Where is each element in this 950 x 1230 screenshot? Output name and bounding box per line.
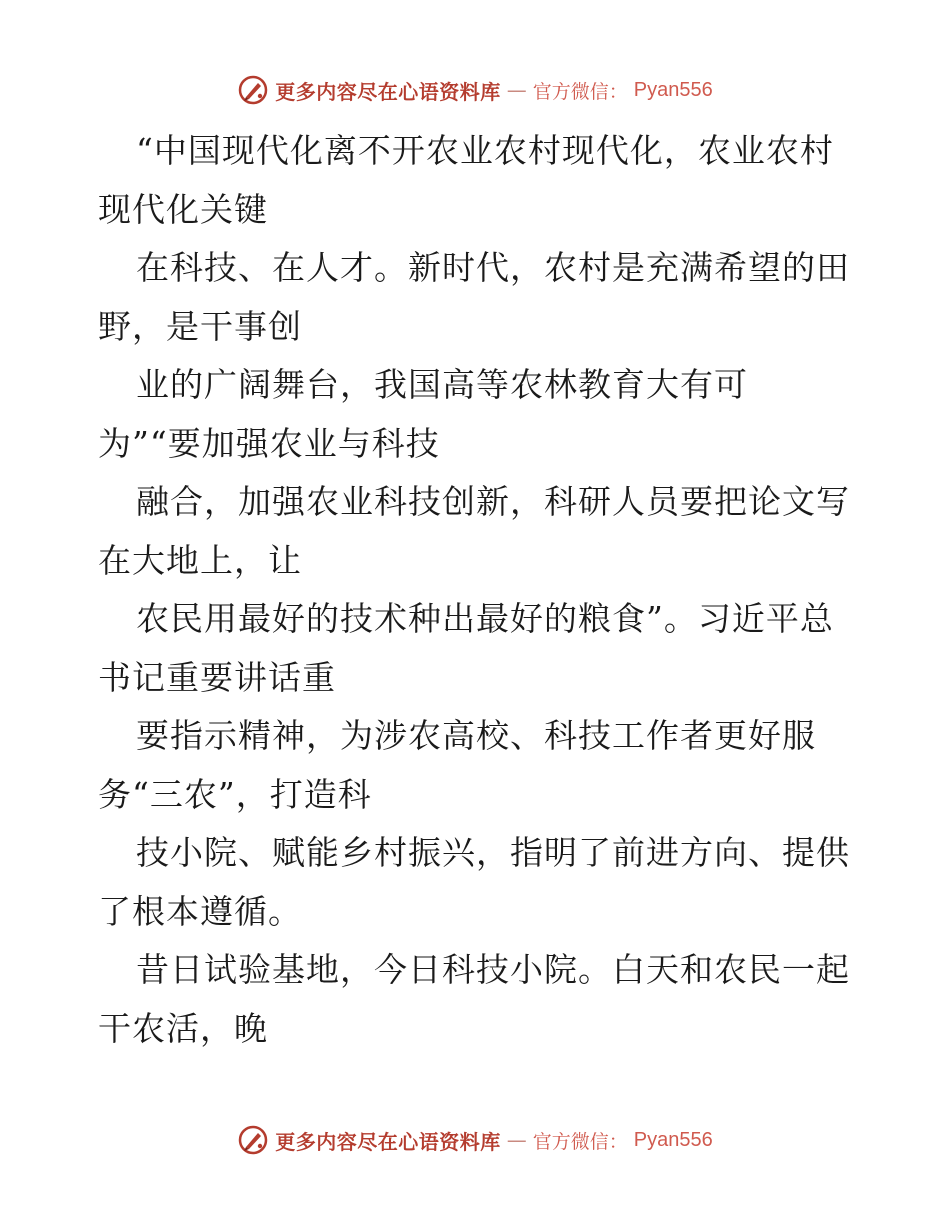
body-line: 为”“要加强农业与科技 [98,423,440,463]
body-line: 业的广阔舞台，我国高等农林教育大有可 [136,365,748,404]
footer-banner [0,1120,950,1160]
pen-logo-icon [237,74,269,106]
body-line: 现代化关键 [98,189,268,229]
pen-logo-icon [237,1124,269,1156]
banner-wechat-id: Pyan556 [633,1128,713,1151]
body-line: “中国现代化离不开农业农村现代化，农业农村 [136,131,834,170]
banner-wechat-id: Pyan556 [633,78,713,101]
banner-dash: — [506,78,527,102]
banner-dash: — [506,1128,527,1152]
body-line: 干农活，晚 [98,1008,268,1048]
body-line: 要指示精神，为涉农高校、科技工作者更好服 [136,716,816,755]
banner-main-text: 更多内容尽在心语资料库 [275,1129,501,1154]
body-line: 融合，加强农业科技创新，科研人员要把论文写 [136,482,850,521]
document-body [98,122,858,1058]
banner-main-text: 更多内容尽在心语资料库 [275,79,501,104]
banner-wechat-label: 官方微信： [532,80,628,103]
body-line: 技小院、赋能乡村振兴，指明了前进方向、提供 [136,833,850,872]
body-line: 书记重要讲话重 [98,657,336,697]
body-line: 在大地上，让 [98,540,302,580]
banner-wechat-label: 官方微信： [532,1130,628,1153]
body-line: 务“三农”，打造科 [98,774,372,814]
header-banner [0,70,950,110]
body-line: 昔日试验基地，今日科技小院。白天和农民一起 [136,950,850,989]
body-line: 农民用最好的技术种出最好的粮食”。习近平总 [136,599,834,638]
body-line: 野，是干事创 [98,306,302,346]
body-line: 在科技、在人才。新时代，农村是充满希望的田 [136,248,850,287]
body-line: 了根本遵循。 [98,891,302,931]
